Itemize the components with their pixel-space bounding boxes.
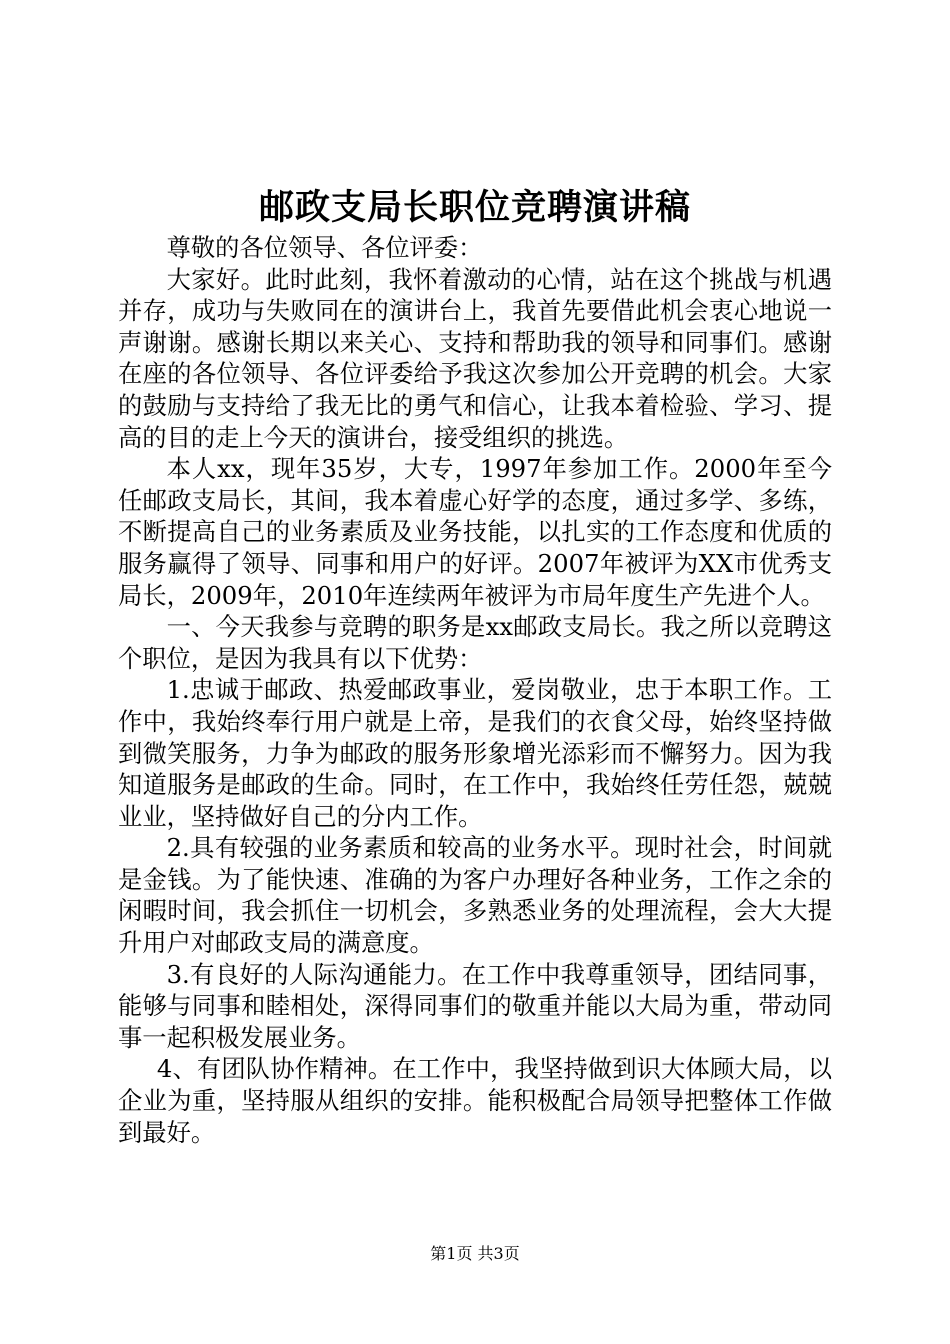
page-footer: 第1页 共3页	[430, 1244, 520, 1263]
advantage-4-paragraph: 4、有团队协作精神。在工作中，我坚持做到识大体顾大局，以企业为重，坚持服从组织的安排。能积极配合局领导把整体工作做到最好。	[118, 1054, 832, 1147]
advantage-3-paragraph: 3.有良好的人际沟通能力。在工作中我尊重领导，团结同事，能够与同事和睦相处，深得同事们的敬重并能以大局为重，带动同事一起积极发展业务。	[118, 959, 832, 1052]
advantage-2-paragraph: 2.具有较强的业务素质和较高的业务水平。现时社会，时间就是金钱。为了能快速、准确的为客户办理好各种业务，工作之余的闲暇时间，我会抓住一切机会，多熟悉业务的处理流程，会大大提升用户对邮政支局的满意度。	[118, 833, 832, 958]
document-title: 邮政支局长职位竞聘演讲稿	[258, 187, 691, 228]
self-introduction-paragraph: 本人xx，现年35岁，大专，1997年参加工作。2000年至今任邮政支局长，其间，我本着虚心好学的态度，通过多学、多练，不断提高自己的业务素质及业务技能，以扎实的工作态度和优质的服务赢得了领导、同事和用户的好评。2007年被评为XX市优秀支局长，2009年，2010年连续两年被评为市局年度生产先进个人。	[118, 454, 832, 610]
salutation-paragraph: 尊敬的各位领导、各位评委：	[166, 233, 483, 262]
position-paragraph: 一、今天我参与竞聘的职务是xx邮政支局长。我之所以竞聘这个职位，是因为我具有以下优势：	[118, 612, 832, 673]
opening-paragraph: 大家好。此时此刻，我怀着激动的心情，站在这个挑战与机遇并存，成功与失败同在的演讲台上，我首先要借此机会衷心地说一声谢谢。感谢长期以来关心、支持和帮助我的领导和同事们。感谢在座的各位领导、各位评委给予我这次参加公开竞聘的机会。大家的鼓励与支持给了我无比的勇气和信心，让我本着检验、学习、提高的目的走上今天的演讲台，接受组织的挑选。	[118, 264, 832, 452]
advantage-1-paragraph: 1.忠诚于邮政、热爱邮政事业，爱岗敬业，忠于本职工作。工作中，我始终奉行用户就是上帝，是我们的衣食父母，始终坚持做到微笑服务，力争为邮政的服务形象增光添彩而不懈努力。因为我知道服务是邮政的生命。同时，在工作中，我始终任劳任怨，兢兢业业，坚持做好自己的分内工作。	[118, 675, 832, 831]
document-body	[118, 232, 832, 1148]
